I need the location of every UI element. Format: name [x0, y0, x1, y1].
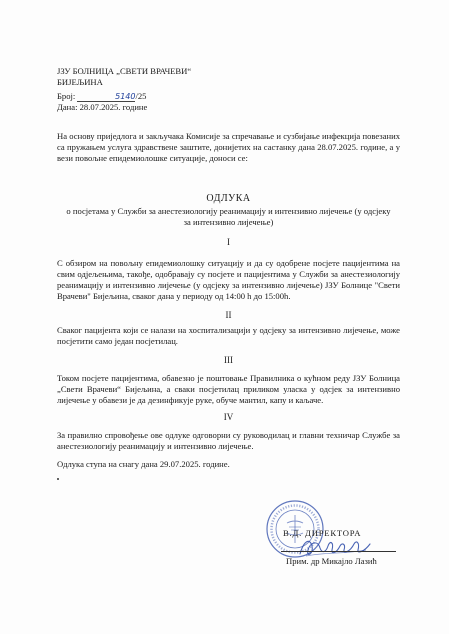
institution-name: ЈЗУ БОЛНИЦА „СВЕТИ ВРАЧЕВИ“	[57, 66, 192, 76]
intro-paragraph: На основу приједлога и закључака Комисије за спречавање и сузбијање инфекција повезаних са пружањем услуга здравствене заштите, донијетих на састанку дана 28.07.2025. године, а у вези повољне епидемиолошке ситуације, доноси се:	[57, 131, 400, 163]
number-label: Број:	[57, 91, 76, 101]
institution-city: БИЈЕЉИНА	[57, 77, 103, 87]
section-text-4: За правилно спровођење ове одлуке одговорни су руководилац и главни техничар Службе за анестезиологију реанимацију и интензивно лијечење.	[57, 430, 400, 451]
section-text-3: Током посјете пацијентима, обавезно је поштовање Правилника о кућном реду ЈЗУ Болница „Свети Врачеви“ Бијељина, а сваки посјетилац приликом уласка у одсјек за интензивно лијечење у обавези је да дезинфикује руке, обуче мантил, капу и каљаче.	[57, 373, 400, 405]
section-numeral-2: II	[225, 310, 232, 320]
document-number	[57, 91, 146, 102]
section-numeral-4: IV	[223, 412, 234, 422]
document-date: Дана: 28.07.2025. године	[57, 102, 148, 112]
effective-date: Одлука ступа на снагу дана 29.07.2025. године.	[57, 459, 230, 469]
section-numeral-3: III	[224, 355, 233, 365]
section-numeral-1: I	[227, 237, 230, 247]
number-field	[77, 91, 135, 102]
document-subtitle-line-2: за интензивно лијечење)	[183, 217, 274, 227]
section-text-2: Сваког пацијента који се налази на хоспитализацији у одсјеку за интензивно лијечење, може посјетити само један посјетилац.	[57, 325, 400, 346]
signature-line	[281, 551, 396, 552]
section-text-1: С обзиром на повољну епидемиолошку ситуацију и да су одобрене посјете пацијентима на свим одјељењима, такође, одобравају су посјете и пацијентима у Служби за анестезиологију реанимацију и интензивно лијечење (у одсјеку за интензивно лијечење) ЈЗУ Болнице "Свети Врачеви" Бијељина, сваког дана у периоду од 14:00 h до 15:00h.	[57, 258, 400, 301]
signatory-role: В.Д. ДИРЕКТОРА	[283, 528, 362, 538]
handwritten-number: 5140	[115, 92, 136, 101]
number-suffix: /25	[135, 91, 147, 101]
document-subtitle-line-1: о посјетама у Служби за анестезиологију реанимацију и интензивно лијечење (у одсјеку	[66, 206, 391, 216]
signatory-name: Прим. др Микајло Лазић	[286, 556, 377, 566]
document-title: ОДЛУКА	[206, 193, 251, 204]
stray-mark	[57, 478, 59, 480]
